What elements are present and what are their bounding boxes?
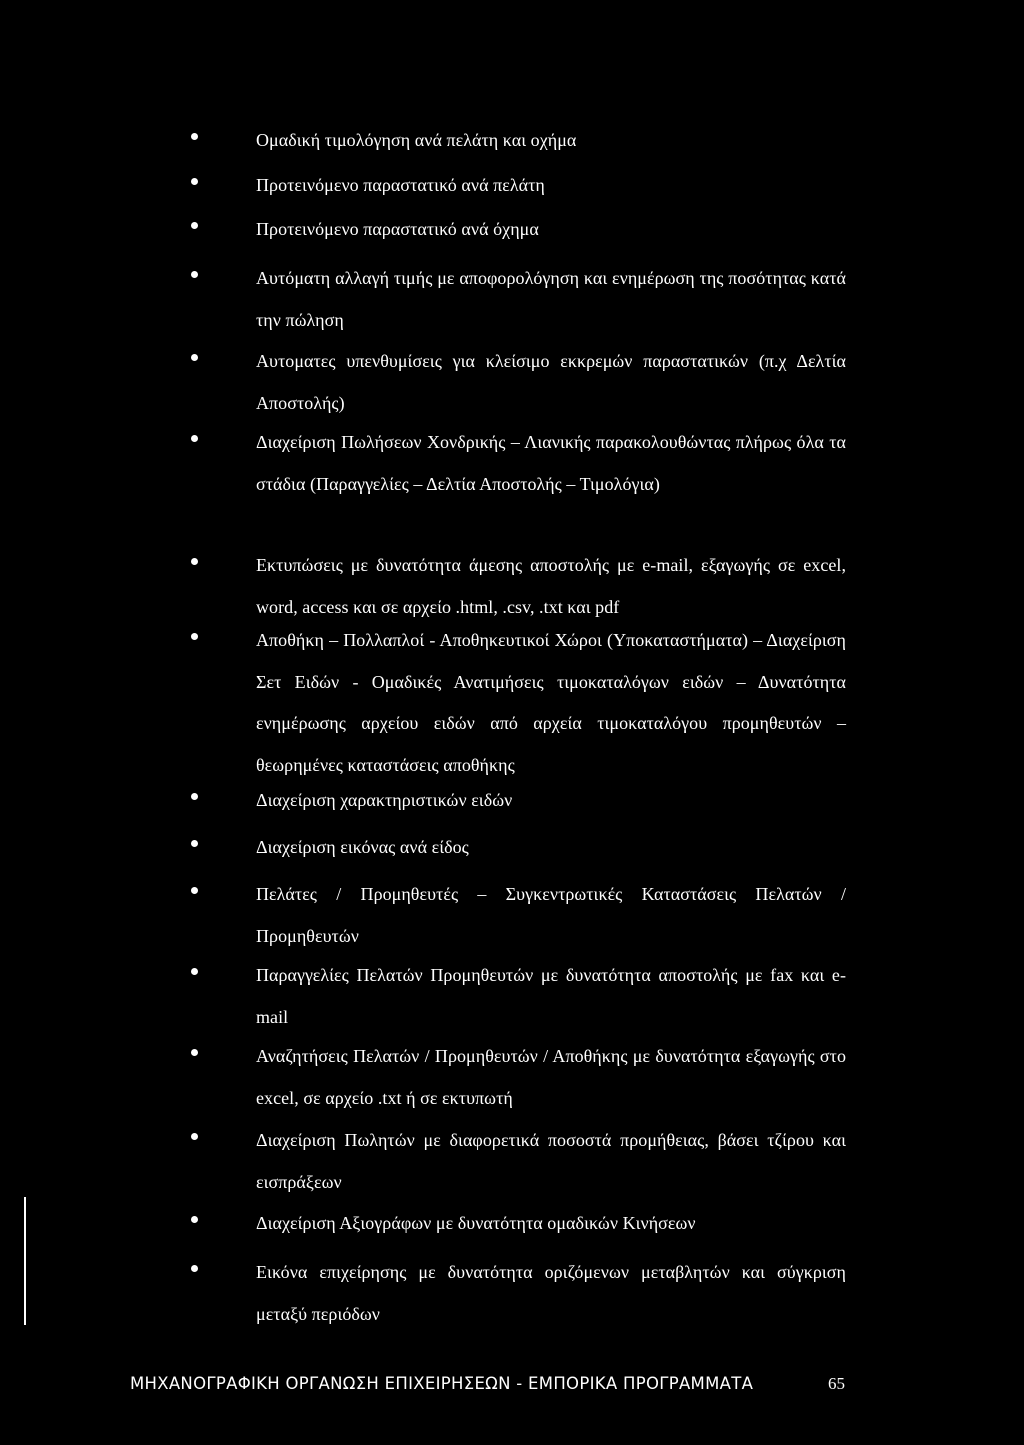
list-item-text: Προτεινόμενο παραστατικό ανά όχημα (256, 219, 539, 239)
margin-rule (24, 1197, 26, 1325)
page-footer (0, 1369, 1024, 1399)
bullet-icon (191, 633, 198, 640)
bullet-icon (191, 354, 198, 361)
bullet-icon (191, 1133, 198, 1140)
list-item-text: Αυτοματες υπενθυμίσεις για κλείσιμο εκκρεμών παραστατικών (π.χ Δελτία Αποστολής) (256, 351, 846, 413)
bullet-icon (191, 1265, 198, 1272)
list-item-text: Εικόνα επιχείρησης με δυνατότητα οριζόμενων μεταβλητών και σύγκριση μεταξύ περιόδων (256, 1262, 846, 1324)
list-item-text: Αποθήκη – Πολλαπλοί - Αποθηκευτικοί Χώροι (Υποκαταστήματα) – Διαχείριση Σετ Ειδών - Ομαδικές Ανατιμήσεις τιμοκαταλόγων ειδών – Δυνατότητα ενημέρωσης αρχείου ειδών από αρχεία τιμοκαταλόγου προμηθευτών – θεωρημένες καταστάσεις αποθήκης (256, 630, 846, 775)
bullet-icon (191, 1216, 198, 1223)
bullet-icon (191, 271, 198, 278)
list-item-text: Διαχείριση Αξιογράφων με δυνατότητα ομαδικών Κινήσεων (256, 1213, 696, 1233)
bullet-icon (191, 887, 198, 894)
list-item-text: Προτεινόμενο παραστατικό ανά πελάτη (256, 175, 545, 195)
bullet-icon (191, 1049, 198, 1056)
list-item-text: Ομαδική τιμολόγηση ανά πελάτη και οχήμα (256, 130, 577, 150)
list-item-text: Διαχείριση Πωλήσεων Χονδρικής – Λιανικής παρακολουθώντας πλήρως όλα τα στάδια (Παραγγελίες – Δελτία Αποστολής – Τιμολόγια) (256, 432, 846, 494)
bullet-icon (191, 178, 198, 185)
list-item-text: Αυτόματη αλλαγή τιμής με αποφορολόγηση και ενημέρωση της ποσότητας κατά την πώληση (256, 268, 846, 330)
list-item-text: Διαχείριση χαρακτηριστικών ειδών (256, 790, 513, 810)
bullet-icon (191, 133, 198, 140)
list-item-text: Πελάτες / Προμηθευτές – Συγκεντρωτικές Καταστάσεις Πελατών /Προμηθευτών (256, 884, 846, 946)
list-item-text: Παραγγελίες Πελατών Προμηθευτών με δυνατότητα αποστολής με fax και e-mail (256, 965, 846, 1027)
bullet-icon (191, 558, 198, 565)
bullet-icon (191, 435, 198, 442)
bullet-icon (191, 840, 198, 847)
list-item-text: Διαχείριση εικόνας ανά είδος (256, 837, 469, 857)
list-item-text: Αναζητήσεις Πελατών / Προμηθευτών / Αποθήκης με δυνατότητα εξαγωγής στο excel, σε αρχείο .txt ή σε εκτυπωτή (256, 1046, 846, 1108)
list-item-text: Εκτυπώσεις με δυνατότητα άμεσης αποστολής με e-mail, εξαγωγής σε excel, word, access και σε αρχείο .html, .csv, .txt και pdf (256, 555, 846, 617)
bullet-icon (191, 968, 198, 975)
bullet-icon (191, 222, 198, 229)
footer-title: ΜΗΧΑΝΟΓΡΑΦΙΚΗ ΟΡΓΑΝΩΣΗ ΕΠΙΧΕΙΡΗΣΕΩΝ - ΕΜΠΟΡΙΚΑ ΠΡΟΓΡΑΜΜΑΤΑ (130, 1374, 754, 1393)
list-item-text: Διαχείριση Πωλητών με διαφορετικά ποσοστά προμήθειας, βάσει τζίρου και εισπράξεων (256, 1130, 846, 1192)
page-number: 65 (828, 1374, 845, 1393)
bullet-icon (191, 793, 198, 800)
